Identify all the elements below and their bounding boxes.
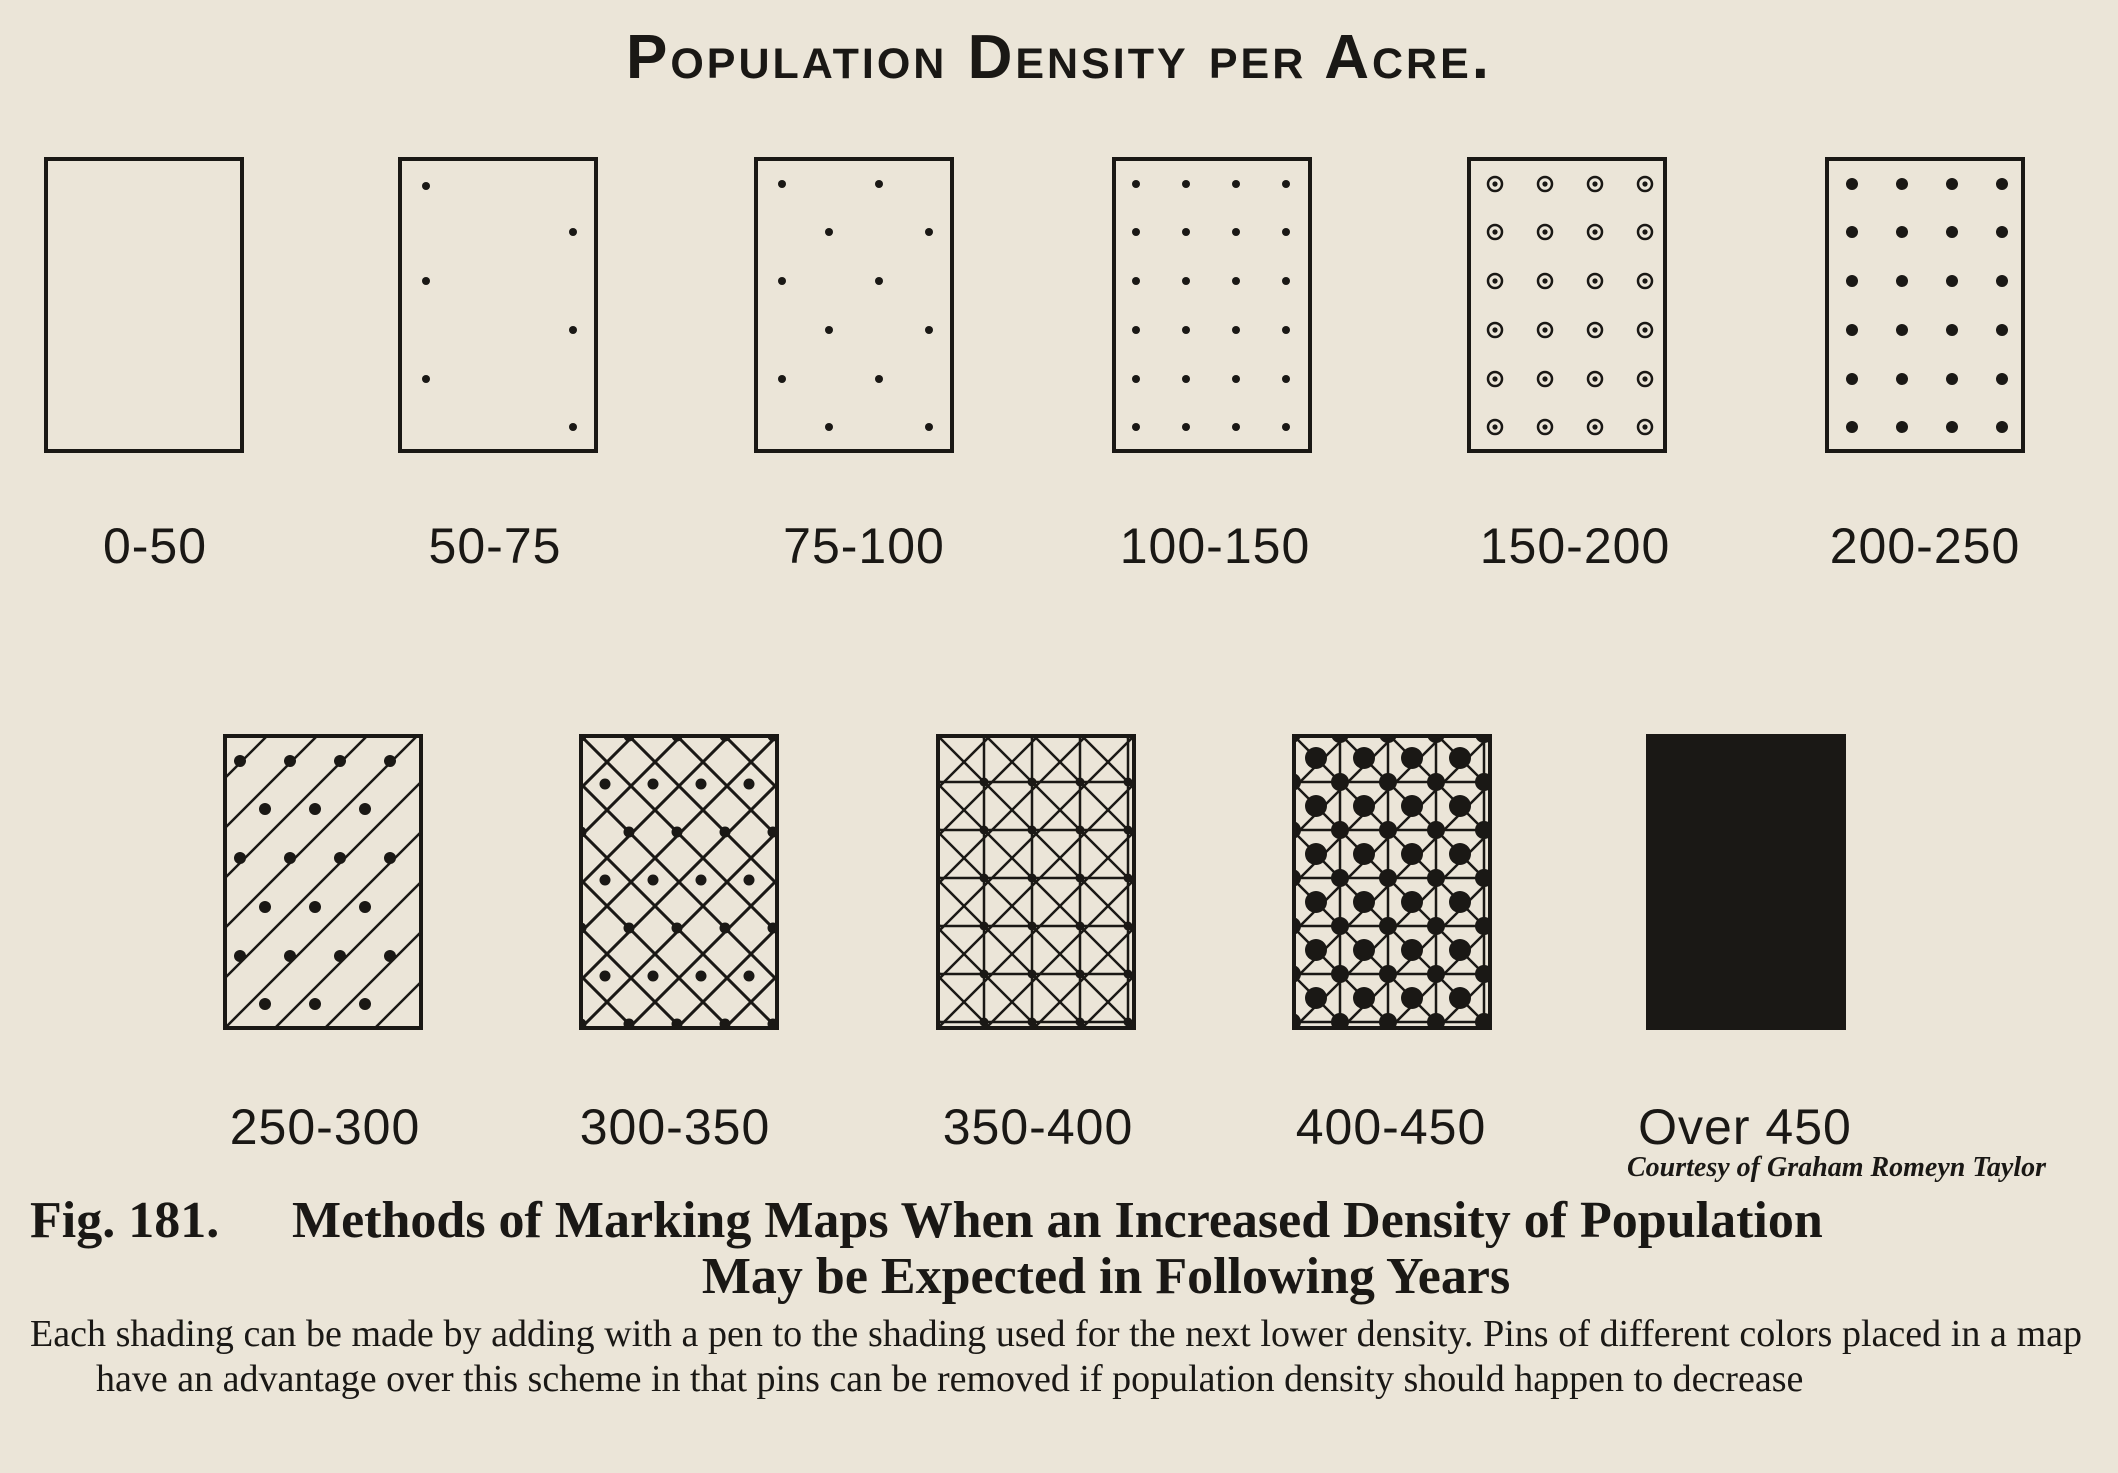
pattern-dot: [1896, 373, 1908, 385]
tile-border: [1114, 159, 1310, 451]
tile-border: [1469, 159, 1665, 451]
pattern-dot: [1132, 326, 1140, 334]
pattern-dot: [569, 423, 577, 431]
pattern-dot: [1331, 965, 1349, 983]
pattern-dot: [1642, 229, 1647, 234]
pattern-dot: [1449, 891, 1471, 913]
tile-border: [46, 159, 242, 451]
pattern-line: [936, 734, 1088, 1030]
pattern-dot: [1028, 778, 1037, 787]
pattern-dot: [1132, 423, 1140, 431]
pattern-dot: [925, 423, 933, 431]
pattern-dot: [600, 971, 611, 982]
tile-label: 0-50: [102, 518, 208, 574]
tile-label: Over 450: [1638, 1099, 1852, 1155]
pattern-line: [1292, 734, 1444, 1030]
pattern-dot: [1642, 181, 1647, 186]
pattern-dot: [1401, 987, 1423, 1009]
pattern-dot: [1379, 773, 1397, 791]
pattern-dot: [624, 923, 635, 934]
pattern-group: [778, 180, 933, 431]
pattern-dot: [1492, 327, 1497, 332]
page-title: Population Density per Acre.: [625, 23, 1493, 92]
pattern-dot: [744, 875, 755, 886]
pattern-dot: [1427, 965, 1445, 983]
pattern-dot: [309, 803, 321, 815]
pattern-group: [422, 182, 577, 431]
pattern-dot: [672, 827, 683, 838]
pattern-group: [1132, 180, 1290, 431]
pattern-dot: [1282, 180, 1290, 188]
pattern-dot: [1028, 1018, 1037, 1027]
pattern-dot: [1542, 181, 1547, 186]
pattern-dot: [1379, 965, 1397, 983]
legend-tile-300-350: [579, 734, 779, 1030]
legend-tile-150-200: [1467, 157, 1667, 453]
pattern-dot: [1996, 373, 2008, 385]
pattern-dot: [1592, 229, 1597, 234]
pattern-dot: [334, 755, 346, 767]
pattern-dot: [1305, 987, 1327, 1009]
pattern-dot: [1232, 423, 1240, 431]
pattern-dot: [1331, 773, 1349, 791]
pattern-dot: [1946, 324, 1958, 336]
pattern-dot: [1592, 376, 1597, 381]
pattern-dot: [1232, 375, 1240, 383]
pattern-dot: [384, 950, 396, 962]
pattern-dot: [1492, 376, 1497, 381]
pattern-dot: [1379, 821, 1397, 839]
pattern-dot: [778, 180, 786, 188]
tile-label: 50-75: [428, 518, 562, 574]
pattern-dot: [875, 180, 883, 188]
tile-label: 250-300: [229, 1099, 421, 1155]
pattern-dot: [1946, 373, 1958, 385]
pattern-dot: [1124, 922, 1133, 931]
pattern-line: [984, 734, 1136, 1030]
pattern-dot: [1492, 278, 1497, 283]
pattern-dot: [1379, 917, 1397, 935]
pattern-dot: [825, 228, 833, 236]
pattern-line: [223, 734, 269, 1030]
pattern-dot: [1353, 747, 1375, 769]
tile-label: 100-150: [1119, 518, 1311, 574]
pattern-dot: [696, 779, 707, 790]
pattern-dot: [1076, 778, 1085, 787]
figure-caption: [30, 1193, 2082, 1305]
pattern-dot: [778, 375, 786, 383]
tile-label: 400-450: [1295, 1099, 1487, 1155]
pattern-line: [984, 734, 1136, 1030]
pattern-dot: [1182, 423, 1190, 431]
pattern-dot: [1379, 869, 1397, 887]
tile-label: 200-250: [1829, 518, 2021, 574]
pattern-dot: [1076, 1018, 1085, 1027]
pattern-dot: [1492, 424, 1497, 429]
figure-description: Each shading can be made by adding with a pen to the shading used for the next lower density. Pins of different colors placed in a map have an advantage over this scheme in that pins can be removed if population density should happen to decrease: [30, 1313, 2082, 1400]
pattern-dot: [1946, 275, 1958, 287]
pattern-dot: [1028, 970, 1037, 979]
pattern-dot: [980, 1018, 989, 1027]
pattern-dot: [1182, 228, 1190, 236]
pattern-dot: [1232, 277, 1240, 285]
pattern-dot: [1592, 327, 1597, 332]
pattern-dot: [234, 950, 246, 962]
pattern-dot: [309, 901, 321, 913]
pattern-dot: [1305, 795, 1327, 817]
pattern-dot: [1592, 424, 1597, 429]
pattern-dot: [1401, 891, 1423, 913]
figure-number: Fig. 181.: [30, 1192, 220, 1249]
pattern-dot: [284, 852, 296, 864]
legend-tile-over-450: [1646, 734, 1846, 1030]
pattern-dot: [1305, 747, 1327, 769]
pattern-dot: [1996, 421, 2008, 433]
pattern-dot: [422, 182, 430, 190]
pattern-dot: [1331, 869, 1349, 887]
pattern-dot: [1592, 181, 1597, 186]
solid-fill: [1646, 734, 1846, 1030]
legend-tile-400-450: [1292, 734, 1492, 1030]
tile-border: [1827, 159, 2023, 451]
pattern-group: [223, 734, 423, 1030]
pattern-dot: [1896, 324, 1908, 336]
pattern-dot: [259, 901, 271, 913]
pattern-dot: [1542, 424, 1547, 429]
caption-line-1: Methods of Marking Maps When an Increased Density of Population: [292, 1192, 1823, 1249]
pattern-dot: [1132, 180, 1140, 188]
pattern-dot: [1896, 226, 1908, 238]
pattern-dot: [648, 779, 659, 790]
pattern-dot: [720, 827, 731, 838]
pattern-dot: [569, 326, 577, 334]
pattern-dot: [1846, 275, 1858, 287]
pattern-dot: [1232, 326, 1240, 334]
pattern-dot: [1305, 891, 1327, 913]
pattern-dot: [1996, 226, 2008, 238]
pattern-dot: [1401, 747, 1423, 769]
pattern-dot: [1028, 826, 1037, 835]
pattern-dot: [1331, 821, 1349, 839]
pattern-dot: [744, 971, 755, 982]
pattern-dot: [1353, 891, 1375, 913]
pattern-dot: [1076, 922, 1085, 931]
pattern-dot: [1996, 324, 2008, 336]
pattern-dot: [1353, 843, 1375, 865]
pattern-dot: [825, 326, 833, 334]
pattern-line: [223, 734, 369, 1030]
pattern-dot: [1331, 917, 1349, 935]
pattern-dot: [1642, 424, 1647, 429]
pattern-dot: [1182, 326, 1190, 334]
pattern-group: [936, 734, 1136, 1030]
pattern-dot: [1282, 326, 1290, 334]
pattern-dot: [778, 277, 786, 285]
pattern-group: [579, 734, 779, 1030]
pattern-dot: [600, 779, 611, 790]
pattern-dot: [1124, 874, 1133, 883]
pattern-dot: [1076, 874, 1085, 883]
pattern-dot: [1132, 277, 1140, 285]
pattern-dot: [1353, 987, 1375, 1009]
pattern-dot: [1076, 970, 1085, 979]
pattern-dot: [1896, 178, 1908, 190]
pattern-dot: [1946, 178, 1958, 190]
pattern-line: [936, 734, 1088, 1030]
tile-border: [756, 159, 952, 451]
pattern-dot: [1427, 773, 1445, 791]
pattern-dot: [359, 998, 371, 1010]
pattern-dot: [1282, 228, 1290, 236]
pattern-dot: [1492, 229, 1497, 234]
pattern-dot: [1182, 180, 1190, 188]
legend-tile-50-75: [398, 157, 598, 453]
caption-line-2: May be Expected in Following Years: [701, 1248, 1511, 1305]
pattern-dot: [1401, 843, 1423, 865]
pattern-dot: [1946, 226, 1958, 238]
pattern-dot: [259, 803, 271, 815]
pattern-dot: [1401, 795, 1423, 817]
pattern-dot: [1642, 278, 1647, 283]
pattern-dot: [980, 922, 989, 931]
pattern-dot: [1592, 278, 1597, 283]
pattern-dot: [1427, 821, 1445, 839]
pattern-dot: [1542, 278, 1547, 283]
pattern-dot: [1896, 275, 1908, 287]
pattern-group: [1846, 178, 2008, 433]
legend-tile-0-50: [44, 157, 244, 453]
pattern-line: [1292, 734, 1444, 1030]
pattern-dot: [980, 826, 989, 835]
pattern-dot: [696, 875, 707, 886]
pattern-dot: [359, 803, 371, 815]
pattern-dot: [1182, 277, 1190, 285]
pattern-dot: [284, 755, 296, 767]
pattern-dot: [1642, 376, 1647, 381]
pattern-dot: [1542, 376, 1547, 381]
pattern-dot: [1427, 917, 1445, 935]
pattern-dot: [1124, 778, 1133, 787]
pattern-line: [273, 734, 423, 1030]
pattern-dot: [1846, 421, 1858, 433]
pattern-dot: [1449, 939, 1471, 961]
pattern-dot: [696, 971, 707, 982]
pattern-dot: [1305, 939, 1327, 961]
pattern-dot: [1353, 939, 1375, 961]
pattern-group: [1292, 734, 1492, 1030]
tile-border: [400, 159, 596, 451]
pattern-dot: [422, 375, 430, 383]
pattern-dot: [334, 852, 346, 864]
pattern-dot: [1449, 987, 1471, 1009]
pattern-line: [1340, 734, 1492, 1030]
legend-tile-75-100: [754, 157, 954, 453]
pattern-dot: [1132, 228, 1140, 236]
pattern-dot: [1896, 421, 1908, 433]
pattern-dot: [384, 755, 396, 767]
pattern-dot: [980, 970, 989, 979]
pattern-line: [1340, 734, 1492, 1030]
pattern-dot: [1282, 277, 1290, 285]
pattern-dot: [1846, 226, 1858, 238]
pattern-dot: [1946, 421, 1958, 433]
pattern-dot: [1182, 375, 1190, 383]
pattern-dot: [1305, 843, 1327, 865]
pattern-dot: [1427, 869, 1445, 887]
pattern-dot: [1642, 327, 1647, 332]
pattern-dot: [1449, 843, 1471, 865]
pattern-dot: [672, 923, 683, 934]
pattern-dot: [1124, 826, 1133, 835]
pattern-group: [1488, 177, 1652, 434]
pattern-dot: [980, 874, 989, 883]
pattern-dot: [1846, 373, 1858, 385]
pattern-dot: [384, 852, 396, 864]
pattern-dot: [1282, 423, 1290, 431]
tile-label: 75-100: [783, 518, 945, 574]
pattern-dot: [875, 277, 883, 285]
pattern-dot: [1028, 922, 1037, 931]
pattern-dot: [309, 998, 321, 1010]
pattern-dot: [1401, 939, 1423, 961]
pattern-dot: [1124, 970, 1133, 979]
legend-tile-100-150: [1112, 157, 1312, 453]
pattern-dot: [1282, 375, 1290, 383]
pattern-dot: [744, 779, 755, 790]
pattern-dot: [1132, 375, 1140, 383]
pattern-dot: [1996, 275, 2008, 287]
pattern-dot: [1542, 327, 1547, 332]
pattern-dot: [980, 778, 989, 787]
legend-tile-350-400: [936, 734, 1136, 1030]
pattern-line: [936, 734, 1136, 1030]
pattern-dot: [1353, 795, 1375, 817]
pattern-dot: [1846, 324, 1858, 336]
legend-tile-250-300: [223, 734, 423, 1030]
pattern-dot: [1492, 181, 1497, 186]
pattern-dot: [234, 852, 246, 864]
pattern-dot: [925, 326, 933, 334]
legend-tile-200-250: [1825, 157, 2025, 453]
pattern-dot: [1232, 180, 1240, 188]
tile-label: 300-350: [579, 1099, 771, 1155]
pattern-dot: [284, 950, 296, 962]
pattern-dot: [1449, 795, 1471, 817]
pattern-dot: [648, 971, 659, 982]
pattern-dot: [1846, 178, 1858, 190]
pattern-dot: [1449, 747, 1471, 769]
pattern-dot: [875, 375, 883, 383]
pattern-dot: [648, 875, 659, 886]
pattern-dot: [1028, 874, 1037, 883]
pattern-dot: [234, 755, 246, 767]
pattern-dot: [1124, 1018, 1133, 1027]
pattern-dot: [1232, 228, 1240, 236]
pattern-dot: [624, 827, 635, 838]
pattern-dot: [600, 875, 611, 886]
pattern-dot: [259, 998, 271, 1010]
pattern-dot: [925, 228, 933, 236]
pattern-dot: [422, 277, 430, 285]
tile-label: 150-200: [1479, 518, 1671, 574]
pattern-dot: [359, 901, 371, 913]
pattern-dot: [1076, 826, 1085, 835]
tile-label: 350-400: [942, 1099, 1134, 1155]
pattern-line: [373, 734, 423, 1030]
pattern-dot: [825, 423, 833, 431]
pattern-dot: [569, 228, 577, 236]
pattern-dot: [1996, 178, 2008, 190]
pattern-dot: [720, 923, 731, 934]
courtesy-credit: Courtesy of Graham Romeyn Taylor: [1627, 1152, 2046, 1183]
pattern-dot: [1542, 229, 1547, 234]
pattern-dot: [334, 950, 346, 962]
